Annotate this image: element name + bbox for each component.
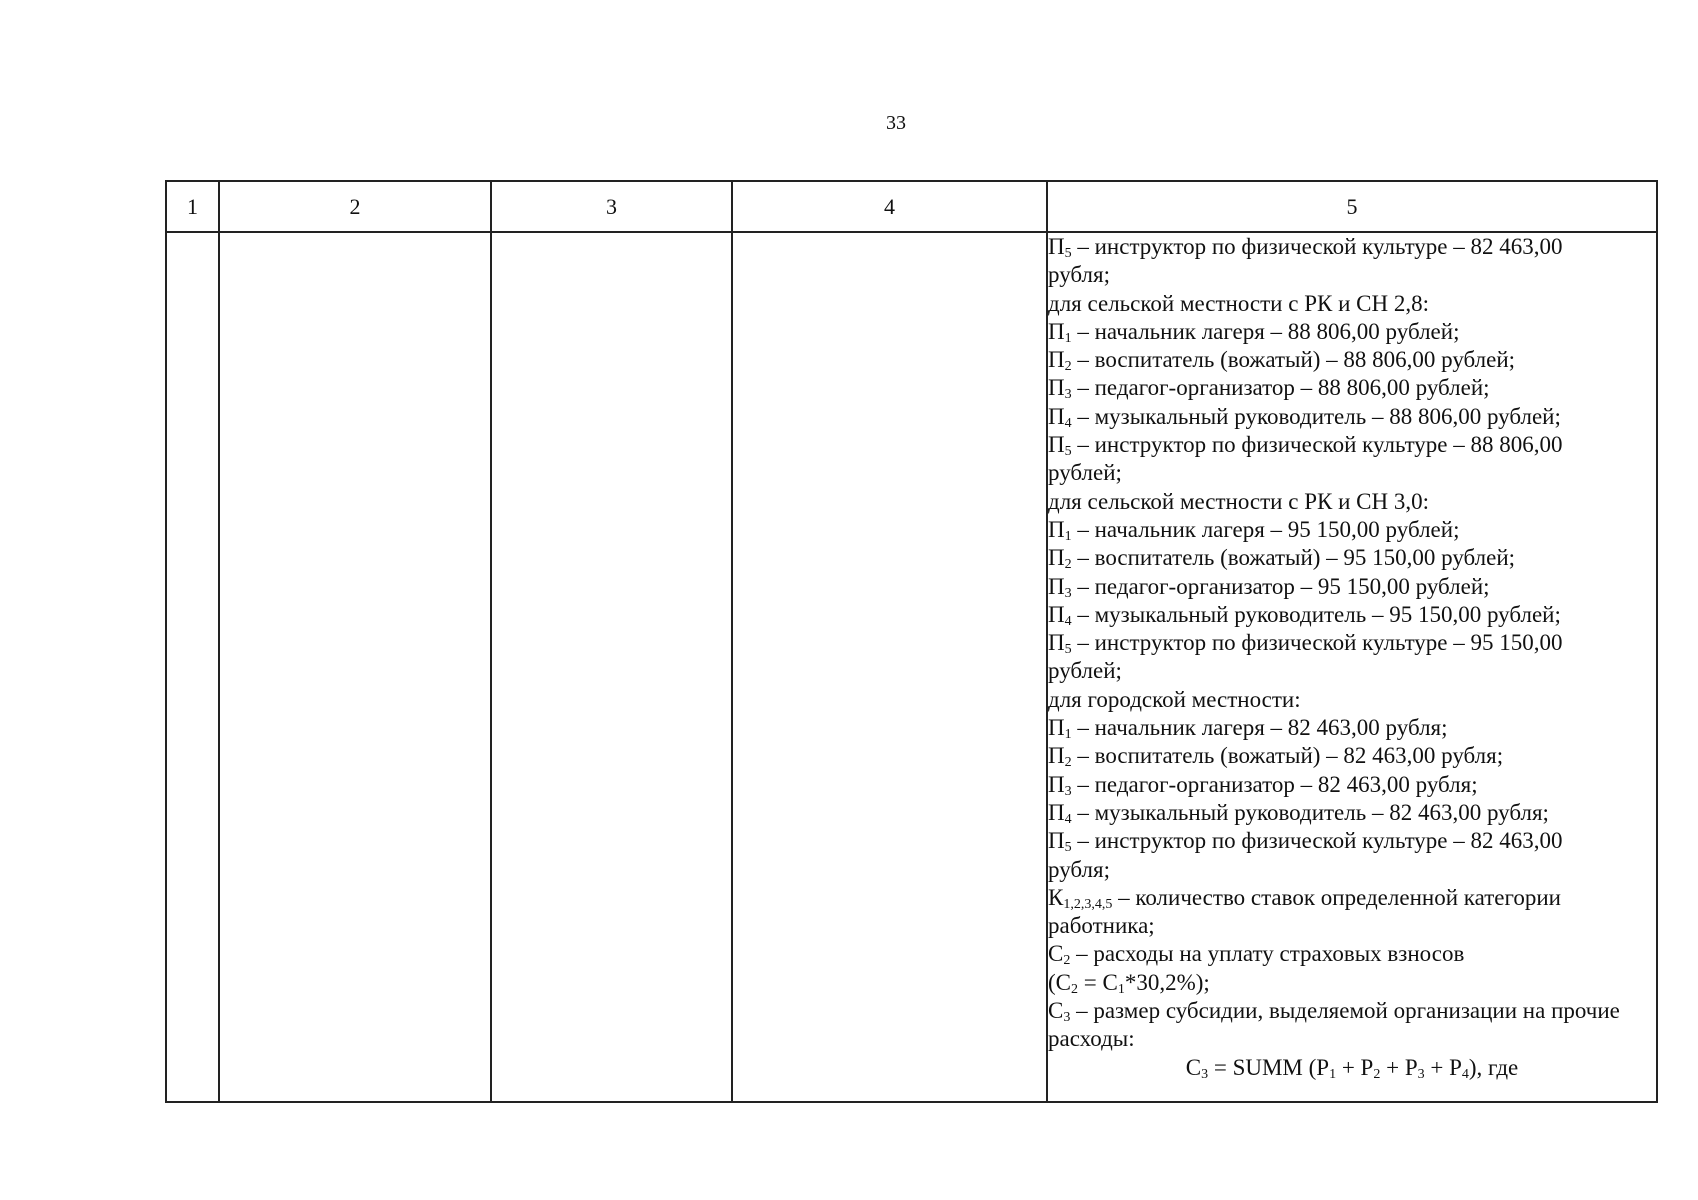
line-text: – расходы на уплату страховых взносов	[1070, 941, 1465, 967]
text-line	[1048, 459, 1656, 487]
text-line	[1048, 318, 1656, 346]
subscript: 5	[1064, 444, 1072, 460]
subscript: 4	[1064, 415, 1072, 431]
line-text: рублей;	[1048, 658, 1122, 684]
line-text: *30,2%);	[1124, 969, 1210, 995]
line-text: для городской местности:	[1048, 686, 1301, 712]
line-text: П	[1048, 234, 1065, 259]
column-header-1: 1	[166, 181, 219, 232]
subscript: 2	[1063, 953, 1071, 969]
text-line	[1048, 233, 1656, 261]
column-header-4: 4	[732, 181, 1047, 232]
page-number: 33	[886, 112, 906, 134]
text-line	[1048, 940, 1656, 968]
line-text: П	[1048, 828, 1065, 854]
formula-definitions	[1048, 233, 1656, 1054]
subscript: 3	[1064, 783, 1072, 799]
line-text: П	[1048, 743, 1065, 769]
line-text: – воспитатель (вожатый) – 82 463,00 рубля;	[1071, 743, 1504, 769]
text-line	[1048, 1025, 1656, 1053]
text-line	[1048, 657, 1656, 685]
line-text: рублей;	[1048, 460, 1122, 486]
line-text: – количество ставок определенной категории	[1112, 884, 1561, 910]
subscript: 1	[1064, 330, 1072, 346]
line-text: – размер субсидии, выделяемой организации на прочие	[1070, 998, 1620, 1024]
subscript: 5	[1064, 246, 1072, 261]
line-text: П	[1048, 799, 1065, 825]
formula-text: С	[1185, 1054, 1202, 1080]
text-line	[1048, 827, 1656, 855]
column-header-3: 3	[491, 181, 732, 232]
formula-text: + P	[1336, 1054, 1374, 1080]
line-text: П	[1048, 601, 1065, 627]
line-text: П	[1048, 318, 1065, 344]
line-text: П	[1048, 630, 1065, 656]
subscript: 2	[1064, 359, 1072, 375]
line-text: К	[1048, 884, 1064, 910]
text-line	[1048, 346, 1656, 374]
line-text: – музыкальный руководитель – 82 463,00 рубля;	[1071, 799, 1549, 825]
line-text: – педагог-организатор – 95 150,00 рублей;	[1071, 573, 1490, 599]
line-text: П	[1048, 403, 1065, 429]
subscript: 1	[1117, 981, 1125, 997]
line-text: – инструктор по физической культуре – 82 463,00	[1071, 234, 1563, 259]
subscript: 1	[1064, 727, 1072, 743]
line-text: – педагог-организатор – 88 806,00 рублей;	[1071, 375, 1490, 401]
line-text: – музыкальный руководитель – 95 150,00 рублей;	[1071, 601, 1561, 627]
text-line	[1048, 544, 1656, 572]
subscript: 3	[1064, 387, 1072, 403]
subscript: 2	[1071, 981, 1078, 997]
cell-col-1	[166, 232, 219, 1102]
text-line	[1048, 997, 1656, 1025]
subscript: 3	[1063, 1010, 1071, 1026]
formula-text: + P	[1380, 1054, 1418, 1080]
text-line	[1048, 714, 1656, 742]
text-line	[1048, 374, 1656, 402]
text-line	[1048, 629, 1656, 657]
cell-col-5	[1047, 232, 1657, 1102]
text-line	[1048, 884, 1656, 912]
text-line	[1048, 516, 1656, 544]
subscript: 1	[1064, 528, 1072, 544]
subscript: 4	[1064, 811, 1072, 827]
text-line	[1048, 290, 1656, 318]
line-text: П	[1048, 516, 1065, 542]
table-row	[166, 232, 1657, 1102]
line-text: работника;	[1048, 913, 1155, 939]
subscript: 5	[1064, 840, 1072, 856]
cell-col-2	[219, 232, 491, 1102]
subscript: 4	[1064, 613, 1072, 629]
line-text: рубля;	[1048, 262, 1110, 288]
subscript: 3	[1417, 1066, 1425, 1082]
line-text: (С	[1048, 969, 1071, 995]
line-text: П	[1048, 545, 1065, 571]
line-text: – начальник лагеря – 95 150,00 рублей;	[1071, 516, 1460, 542]
line-text: П	[1048, 573, 1065, 599]
table-header-row	[166, 181, 1657, 232]
subscript: 5	[1064, 642, 1072, 658]
text-line	[1048, 686, 1656, 714]
column-header-2: 2	[219, 181, 491, 232]
subscript: 4	[1461, 1066, 1469, 1082]
subscript: 3	[1064, 585, 1072, 601]
line-text: П	[1048, 771, 1065, 797]
line-text: = С	[1078, 969, 1118, 995]
line-text: – инструктор по физической культуре – 95 150,00	[1071, 630, 1563, 656]
line-text: – начальник лагеря – 82 463,00 рубля;	[1071, 715, 1448, 741]
text-line	[1048, 799, 1656, 827]
data-table	[165, 180, 1658, 1103]
line-text: – воспитатель (вожатый) – 95 150,00 рублей;	[1071, 545, 1516, 571]
subscript: 1,2,3,4,5	[1063, 896, 1113, 912]
subscript: 1	[1329, 1066, 1337, 1082]
cell-col-4	[732, 232, 1047, 1102]
line-text: рубля;	[1048, 856, 1110, 882]
line-text: П	[1048, 715, 1065, 741]
cell-col-3	[491, 232, 732, 1102]
text-line	[1048, 431, 1656, 459]
line-text: – начальник лагеря – 88 806,00 рублей;	[1071, 318, 1460, 344]
subscript: 3	[1201, 1066, 1209, 1082]
column-header-5: 5	[1047, 181, 1657, 232]
line-text: – музыкальный руководитель – 88 806,00 рублей;	[1071, 403, 1561, 429]
line-text: расходы:	[1048, 1026, 1135, 1052]
text-line	[1048, 573, 1656, 601]
line-text: П	[1048, 375, 1065, 401]
line-text: – инструктор по физической культуре – 88 806,00	[1071, 432, 1563, 458]
subscript: 2	[1064, 557, 1072, 573]
formula-text: + P	[1424, 1054, 1462, 1080]
line-text: С	[1048, 941, 1064, 967]
text-line	[1048, 969, 1656, 997]
line-text: – педагог-организатор – 82 463,00 рубля;	[1071, 771, 1478, 797]
text-line	[1048, 856, 1656, 884]
line-text: С	[1048, 998, 1064, 1024]
line-text: – воспитатель (вожатый) – 88 806,00 рублей;	[1071, 347, 1516, 373]
text-line	[1048, 771, 1656, 799]
line-text: для сельской местности с РК и СН 3,0:	[1048, 488, 1429, 514]
text-line	[1048, 403, 1656, 431]
line-text: – инструктор по физической культуре – 82 463,00	[1071, 828, 1563, 854]
line-text: П	[1048, 347, 1065, 373]
subscript: 2	[1373, 1066, 1381, 1082]
text-line	[1048, 742, 1656, 770]
line-text: П	[1048, 432, 1065, 458]
text-line	[1048, 261, 1656, 289]
text-line	[1048, 912, 1656, 940]
line-text: для сельской местности с РК и СН 2,8:	[1048, 290, 1429, 316]
formula-text: ), где	[1468, 1054, 1519, 1080]
text-line	[1048, 488, 1656, 516]
text-line	[1048, 601, 1656, 629]
formula-c3	[1048, 1054, 1656, 1082]
subscript: 2	[1064, 755, 1072, 771]
formula-text: = SUMM (P	[1208, 1054, 1330, 1080]
